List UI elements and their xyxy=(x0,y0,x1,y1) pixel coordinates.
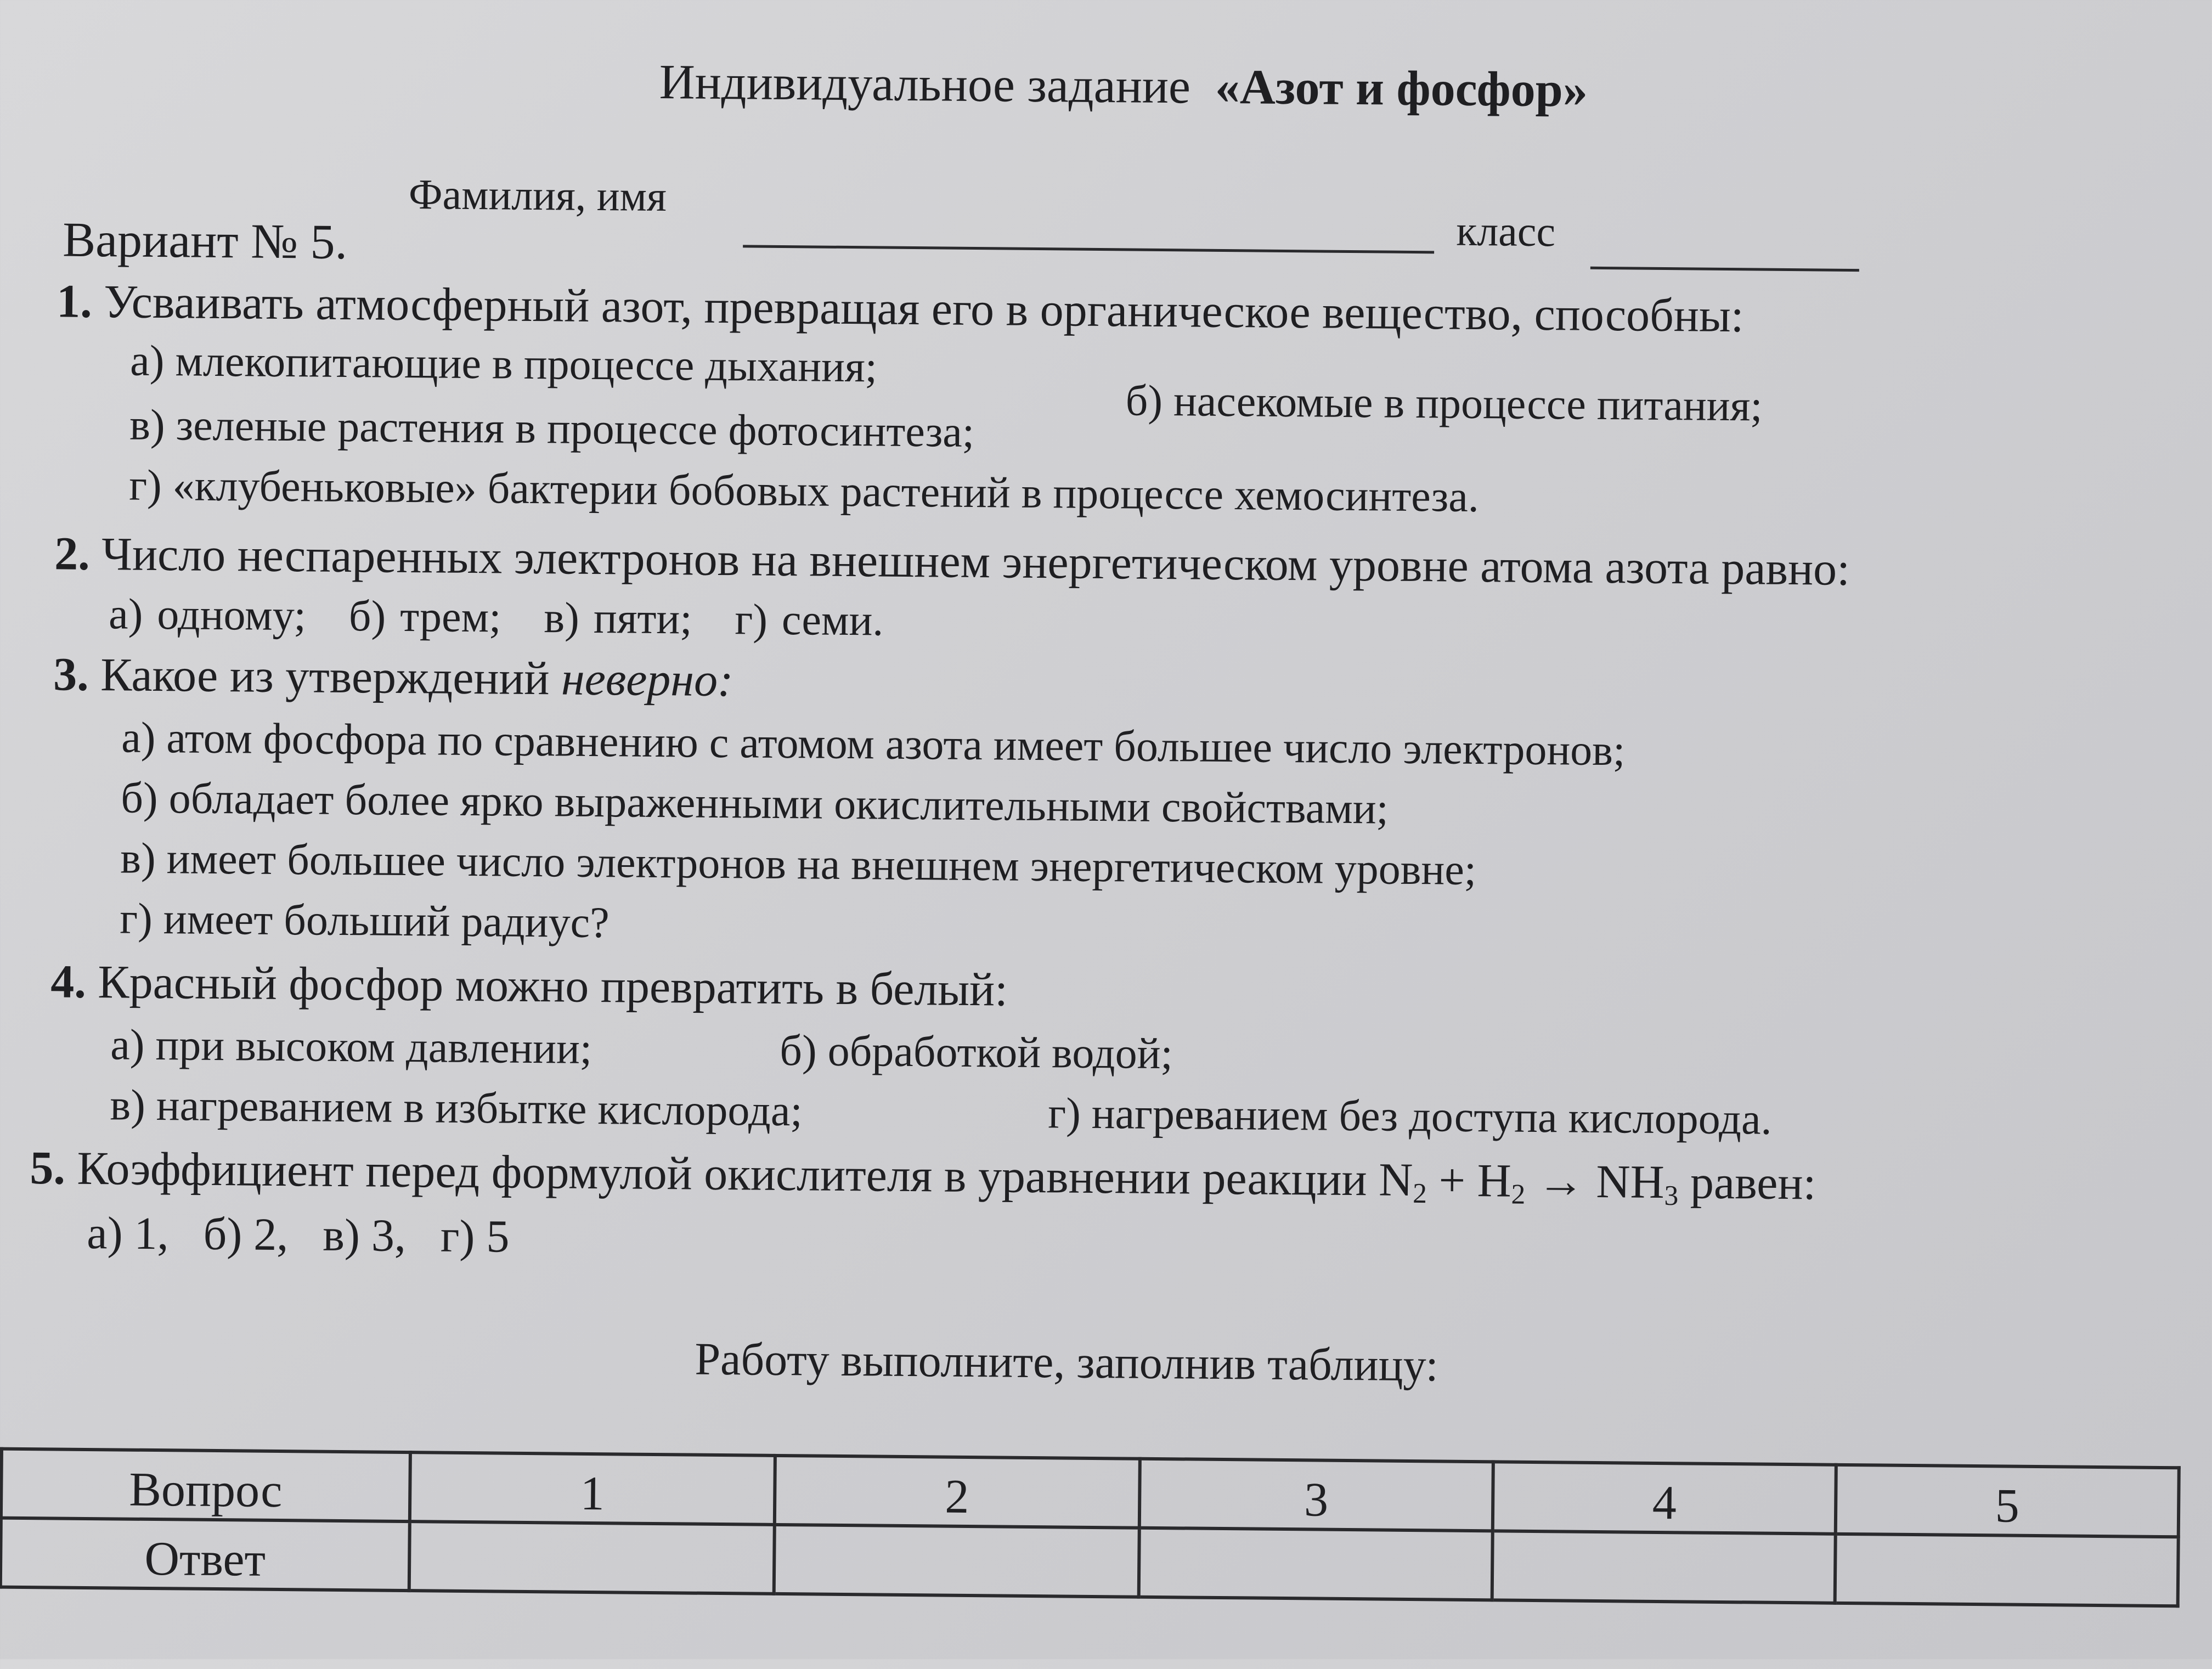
name-field-line[interactable] xyxy=(743,245,1434,253)
column-header: 1 xyxy=(410,1452,775,1525)
q2-option-c: в) пяти; xyxy=(544,594,692,644)
q1-option-c: в) зеленые растения в процессе фотосинтеза; xyxy=(129,401,975,457)
column-header: 4 xyxy=(1493,1462,1836,1533)
question-1: 1. Усваивать атмосферный азот, превращая его в органическое вещество, способны: xyxy=(56,274,1745,342)
answer-cell[interactable] xyxy=(1138,1528,1493,1600)
q1-option-b: б) насекомые в процессе питания; xyxy=(1125,376,1763,431)
q5-options xyxy=(87,1206,510,1264)
question-5: 5. Коэффициент перед формулой окислителя в уравнении реакции $N_2 + H_2 \to NH_3$ равен: xyxy=(30,1141,1816,1212)
title-topic: «Азот и фосфор» xyxy=(1215,59,1588,117)
q1-option-d: г) «клубеньковые» бактерии бобовых растений в процессе хемосинтеза. xyxy=(128,461,1480,522)
row-header-answer: Ответ xyxy=(1,1518,410,1591)
title-prefix: Индивидуальное задание xyxy=(659,54,1191,114)
answer-cell[interactable] xyxy=(774,1525,1139,1597)
page-title xyxy=(659,54,1588,119)
q4-option-d: г) нагреванием без доступа кислорода. xyxy=(1047,1089,1772,1144)
answer-cell[interactable] xyxy=(1835,1534,2179,1606)
q5-option-c: в) 3, xyxy=(322,1209,407,1262)
name-label: Фамилия, имя xyxy=(408,170,667,221)
answer-cell[interactable] xyxy=(1492,1531,1836,1603)
answer-cell[interactable] xyxy=(409,1521,775,1594)
q3-option-c: в) имеет большее число электронов на внешнем энергетическом уровне; xyxy=(120,834,1477,895)
q2-option-d: г) семи. xyxy=(735,595,884,645)
question-4: 4. Красный фосфор можно превратить в белый: xyxy=(50,955,1008,1016)
q3-option-b: б) обладает более ярко выраженными окислительными свойствами; xyxy=(120,774,1389,833)
class-field-line[interactable] xyxy=(1590,267,1859,272)
question-2: 2. Число неспаренных электронов на внешнем энергетическом уровне атома азота равно: xyxy=(54,527,1850,595)
answer-table xyxy=(0,1447,2181,1608)
q3-option-a: а) атом фосфора по сравнению с атомом азота имеет большее число электронов; xyxy=(121,713,1626,775)
q5-option-b: б) 2, xyxy=(203,1208,289,1261)
table-caption: Работу выполните, заполнив таблицу: xyxy=(695,1333,1439,1391)
column-header: 2 xyxy=(775,1456,1140,1528)
q5-option-a: а) 1, xyxy=(87,1207,170,1260)
q1-option-a: а) млекопитающие в процессе дыхания; xyxy=(129,336,878,392)
q2-options xyxy=(109,589,884,646)
column-header: 3 xyxy=(1139,1459,1493,1531)
reaction-equation: $N_2 + H_2 \to NH_3$ xyxy=(1378,1153,1679,1212)
class-label: класс xyxy=(1456,206,1556,256)
q2-option-b: б) трем; xyxy=(348,592,501,642)
column-header: 5 xyxy=(1836,1465,2179,1537)
q4-option-a: а) при высоком давлении; xyxy=(110,1020,592,1073)
q4-option-c: в) нагреванием в избытке кислорода; xyxy=(110,1081,803,1136)
q4-option-b: б) обработкой водой; xyxy=(779,1026,1173,1079)
q2-option-a: а) одному; xyxy=(108,590,307,640)
q3-option-d: г) имеет больший радиус? xyxy=(120,894,610,948)
variant-label: Вариант № 5. xyxy=(62,212,348,270)
row-header-question: Вопрос xyxy=(1,1449,410,1521)
question-3: 3. Какое из утверждений неверно: xyxy=(53,647,734,707)
q5-option-d: г) 5 xyxy=(440,1210,510,1262)
